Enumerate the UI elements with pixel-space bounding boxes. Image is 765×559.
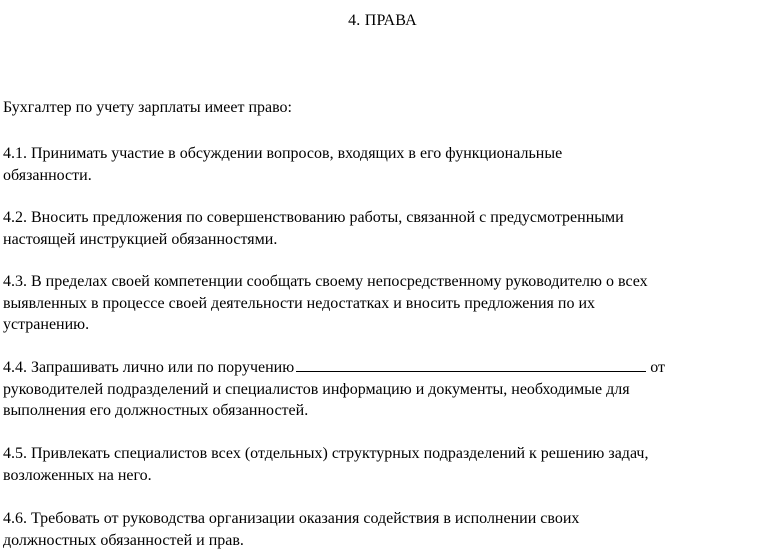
section-title: 4. ПРАВА [348,12,417,29]
clause-line: 4.2. Вносить предложения по совершенствованию работы, связанной с предусмотренными [3,209,624,226]
clause-line: должностных обязанностей и прав. [3,531,244,549]
clause-4-1 [3,143,761,186]
intro-text: Бухгалтер по учету зарплаты имеет право: [3,99,292,116]
clause-line [3,357,761,379]
clause-line: настоящей инструкцией обязанностями. [3,230,278,248]
clause-line: руководителей подразделений и специалистов информацию и документы, необходимые для [3,380,630,398]
clause-line: устранению. [3,316,90,333]
clause-4-4 [3,357,761,422]
clause-line: 4.6. Требовать от руководства организации оказания содействия в исполнении своих [3,510,580,527]
clause-line: 4.5. Привлекать специалистов всех (отдельных) структурных подразделений к решению задач, [3,445,649,462]
clause-4-5 [3,443,761,486]
clause-text: 4.4. Запрашивать лично или по поручению [3,359,295,376]
clause-line: возложенных на него. [3,466,152,484]
clause-line: обязанности. [3,166,92,184]
clause-text: от [650,359,665,376]
clause-4-6 [3,508,761,551]
clause-line: 4.3. В пределах своей компетенции сообщать своему непосредственному руководителю о всех [3,273,648,290]
clause-line: выявленных в процессе своей деятельности недостатках и вносить предложения по их [3,294,596,312]
clause-line: 4.1. Принимать участие в обсуждении вопросов, входящих в его функциональные [3,145,563,162]
clause-4-2 [3,207,761,250]
clause-4-3 [3,271,761,336]
clause-line: выполнения его должностных обязанностей. [3,402,309,419]
fill-in-blank [296,357,646,372]
